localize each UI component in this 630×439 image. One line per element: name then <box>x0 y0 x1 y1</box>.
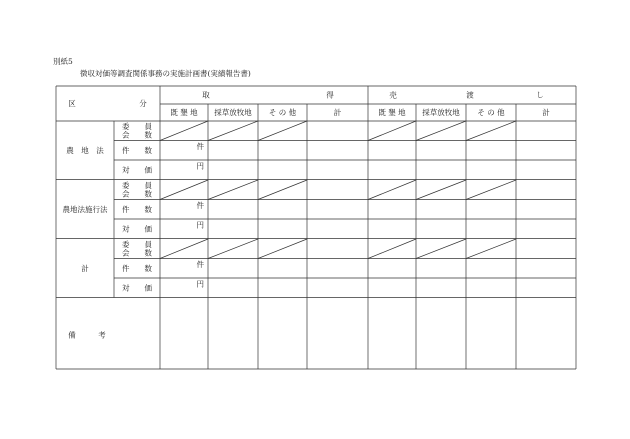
section-label: 農 地 法 <box>66 145 104 155</box>
diagonal-strike <box>258 121 307 141</box>
diagonal-strike <box>208 239 258 259</box>
diagonal-strike <box>368 180 416 200</box>
row-label: 委 員 <box>122 240 152 249</box>
row-label: 委 員 <box>122 122 152 131</box>
division-label-left: 区 <box>68 99 76 108</box>
diagonal-strike <box>160 121 208 141</box>
section-label: 農地法施行法 <box>62 204 108 214</box>
division-label-right: 分 <box>139 99 147 108</box>
diagonal-strike <box>416 121 466 141</box>
row-label: 会 数 <box>122 248 152 258</box>
row-label: 対 価 <box>122 224 152 234</box>
diagonal-strike <box>368 121 416 141</box>
sub-column-header: 既 墾 地 <box>378 108 406 117</box>
diagonal-strike <box>208 180 258 200</box>
diagonal-strike <box>258 180 307 200</box>
document-title: 徴収対価等調査関係事務の実施計画書(実績報告書) <box>80 69 251 78</box>
diagonal-strike <box>466 121 516 141</box>
unit-label: 件 <box>196 260 204 269</box>
sub-column-header: そ の 他 <box>268 108 297 117</box>
unit-label: 件 <box>196 201 204 210</box>
transfer-heading: 渡 <box>466 90 474 100</box>
unit-label: 円 <box>196 161 204 171</box>
diagonal-strike <box>466 180 516 200</box>
row-label: 件 数 <box>122 263 152 273</box>
sub-column-header: 計 <box>542 108 550 117</box>
sub-column-header: そ の 他 <box>477 108 505 117</box>
diagonal-strike <box>416 239 466 259</box>
remarks-label: 考 <box>98 330 106 340</box>
table-text <box>63 90 551 340</box>
diagonal-strike <box>160 180 208 200</box>
transfer-heading: し <box>536 90 544 100</box>
sub-column-header: 既 墾 地 <box>170 108 198 117</box>
diagonal-strike <box>208 121 258 141</box>
diagonal-strike <box>416 180 466 200</box>
form-number: 別紙5 <box>53 57 73 66</box>
diagonal-strike <box>160 239 208 259</box>
row-label: 件 数 <box>122 145 152 155</box>
remarks-label: 備 <box>68 330 76 340</box>
section-label: 計 <box>81 263 89 273</box>
unit-label: 件 <box>196 142 204 151</box>
diagonal-strike <box>466 239 516 259</box>
row-label: 会 数 <box>122 130 152 140</box>
row-label: 会 数 <box>122 189 152 199</box>
row-label: 委 員 <box>122 181 152 190</box>
sub-column-header: 計 <box>333 108 342 117</box>
row-label: 対 価 <box>122 283 152 293</box>
sub-column-header: 採草放牧地 <box>422 108 460 117</box>
transfer-heading: 売 <box>389 90 397 100</box>
acquisition-heading: 得 <box>326 90 334 100</box>
diagonal-strike <box>368 239 416 259</box>
diagonal-strike <box>258 239 307 259</box>
sub-column-header: 採草放牧地 <box>214 108 252 117</box>
unit-label: 円 <box>196 220 204 230</box>
acquisition-heading: 取 <box>202 90 210 100</box>
row-label: 対 価 <box>122 165 152 175</box>
unit-label: 円 <box>196 279 204 289</box>
row-label: 件 数 <box>122 204 152 214</box>
